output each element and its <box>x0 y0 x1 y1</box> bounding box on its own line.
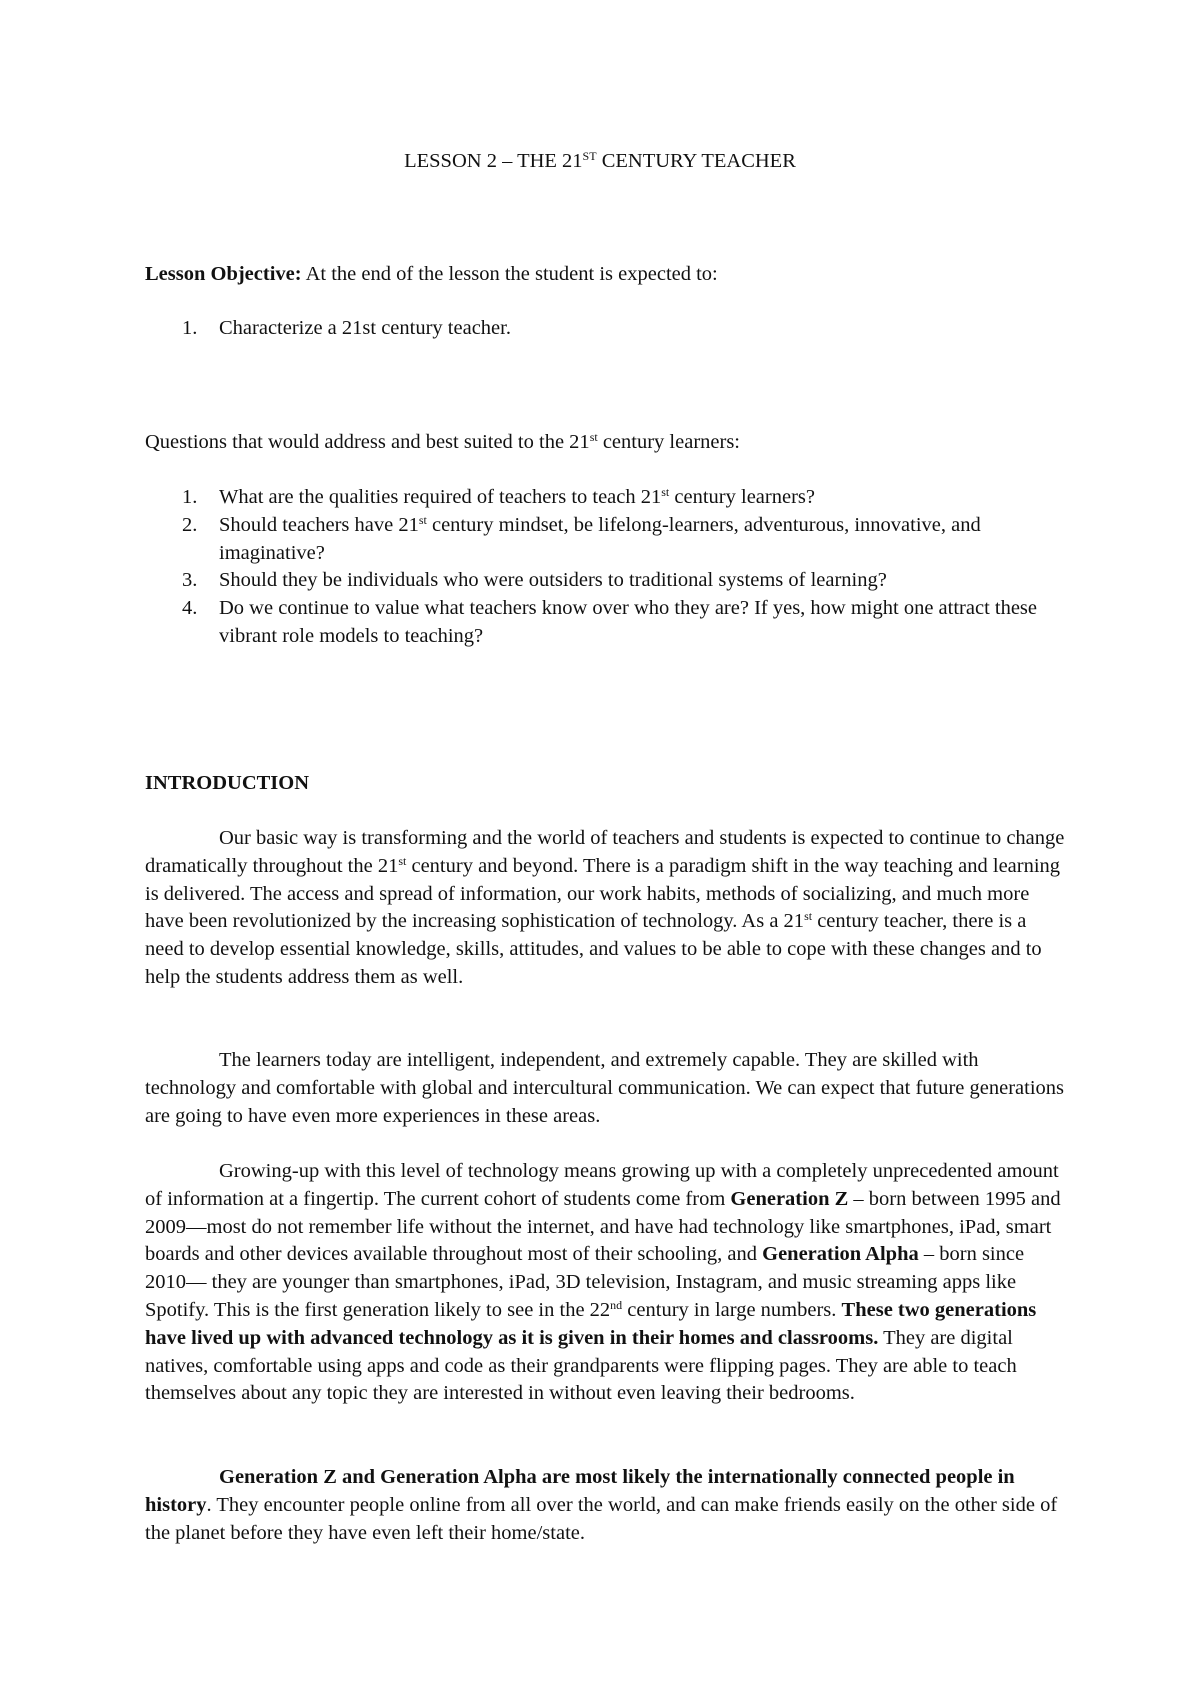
p4-text: . They encounter people online from all over the world, and can make friends easily on the other side of the planet before they have even left their home/state. <box>145 1493 1058 1544</box>
list-number: 2. <box>182 513 198 536</box>
p1-sup-2: st <box>804 909 813 924</box>
list-item <box>145 567 1065 595</box>
questions-intro-text-a: Questions that would address and best suited to the 21 <box>145 431 590 453</box>
objective-label: Lesson Objective: <box>145 263 302 285</box>
list-item <box>145 315 1065 343</box>
p1-sup-1: st <box>398 853 407 868</box>
title-superscript: ST <box>582 149 597 163</box>
questions-list-section <box>145 484 1065 651</box>
list-text-b: century mindset, be lifelong-learners, adventurous, innovative, and imaginative? <box>219 513 981 564</box>
introduction-heading-section <box>145 770 1065 798</box>
paragraph <box>145 1158 1065 1408</box>
list-item <box>145 484 1065 512</box>
list-text: Should they be individuals who were outsiders to traditional systems of learning? <box>219 569 887 592</box>
p3-bold-sentence: These two generations have lived up with advanced technology as it is given in their homes and classrooms. <box>145 1298 1037 1349</box>
list-text: What are the qualities required of teachers to teach 21 <box>219 486 662 508</box>
questions-intro-text-b: century learners: <box>597 431 740 453</box>
objective-list-section <box>145 315 1065 343</box>
lesson-title <box>0 147 1200 175</box>
paragraph <box>145 825 1065 992</box>
questions-list <box>145 484 1065 651</box>
introduction-heading-text: INTRODUCTION <box>145 772 310 794</box>
introduction-paragraph-4 <box>145 1464 1065 1547</box>
p1-text-c: century teacher, there is a need to develop essential knowledge, skills, attitudes, and values to be able to cope with these changes and to help the students address them as well. <box>145 910 1042 988</box>
introduction-paragraph-1 <box>145 825 1065 992</box>
lesson-objective-section <box>145 261 1065 289</box>
paragraph <box>145 1464 1065 1547</box>
list-text-b: century learners? <box>669 486 815 508</box>
objective-list <box>145 315 1065 343</box>
title-suffix: CENTURY TEACHER <box>596 150 796 172</box>
list-text: Characterize a 21st century teacher. <box>219 317 511 339</box>
list-number: 1. <box>182 317 198 339</box>
list-number: 1. <box>182 486 198 508</box>
p1-text-a: Our basic way is transforming and the world of teachers and students is expected to continue to change dramatically throughout the 21 <box>145 827 1065 877</box>
introduction-heading <box>145 770 1065 798</box>
p3-text-f: century in large numbers. <box>622 1298 842 1321</box>
questions-intro <box>145 429 1065 457</box>
list-item <box>145 595 1065 651</box>
p3-generation-z: Generation Z <box>730 1187 849 1210</box>
lesson-objective <box>145 261 1065 289</box>
list-number: 3. <box>182 569 198 592</box>
objective-text: At the end of the lesson the student is expected to: <box>301 263 718 285</box>
p3-generation-alpha: Generation Alpha <box>762 1243 919 1266</box>
introduction-paragraph-3 <box>145 1158 1065 1408</box>
p3-text-h: They are digital natives, comfortable using apps and code as their grandparents were flipping pages. They are able to teach themselves about any topic they are interested in without even leaving their bedrooms. <box>145 1326 1017 1405</box>
p3-text-a: Growing-up with this level of technology means growing up with a completely unprecedented amount of information at a fingertip. The current cohort of students come from <box>145 1160 1059 1210</box>
p1-text-b: century and beyond. There is a paradigm shift in the way teaching and learning is delivered. The access and spread of information, our work habits, methods of socializing, and much more have been revolutionized by the increasing sophistication of technology. As a 21 <box>145 854 1061 933</box>
list-number: 4. <box>182 597 198 620</box>
paragraph: The learners today are intelligent, independent, and extremely capable. They are skilled with technology and comfortable with global and intercultural communication. We can expect that future generations are going to have even more experiences in these areas. <box>145 1049 1065 1127</box>
p3-sup: nd <box>610 1297 623 1312</box>
list-text: Do we continue to value what teachers know over who they are? If yes, how might one attract these vibrant role models to teaching? <box>219 597 1038 647</box>
p3-text-e: – born since 2010— they are younger than smartphones, iPad, 3D television, Instagram, and music streaming apps like Spotify. This is the first generation likely to see in the 22 <box>145 1243 1025 1321</box>
list-sup: st <box>661 485 670 499</box>
list-item <box>145 512 1065 568</box>
title-prefix: LESSON 2 – THE 21 <box>404 150 583 172</box>
questions-intro-sup: st <box>589 430 598 444</box>
list-sup: st <box>418 512 427 527</box>
p3-text-c: – born between 1995 and 2009—most do not remember life without the internet, and have had technology like smartphones, iPad, smart boards and other devices available throughout most of their schooling, and <box>145 1187 1061 1266</box>
list-text: Should teachers have 21 <box>219 513 419 536</box>
questions-intro-section <box>145 429 1065 457</box>
p4-bold-text: Generation Z and Generation Alpha are most likely the internationally connected people in history <box>145 1466 1015 1516</box>
introduction-paragraph-2 <box>145 1047 1065 1130</box>
